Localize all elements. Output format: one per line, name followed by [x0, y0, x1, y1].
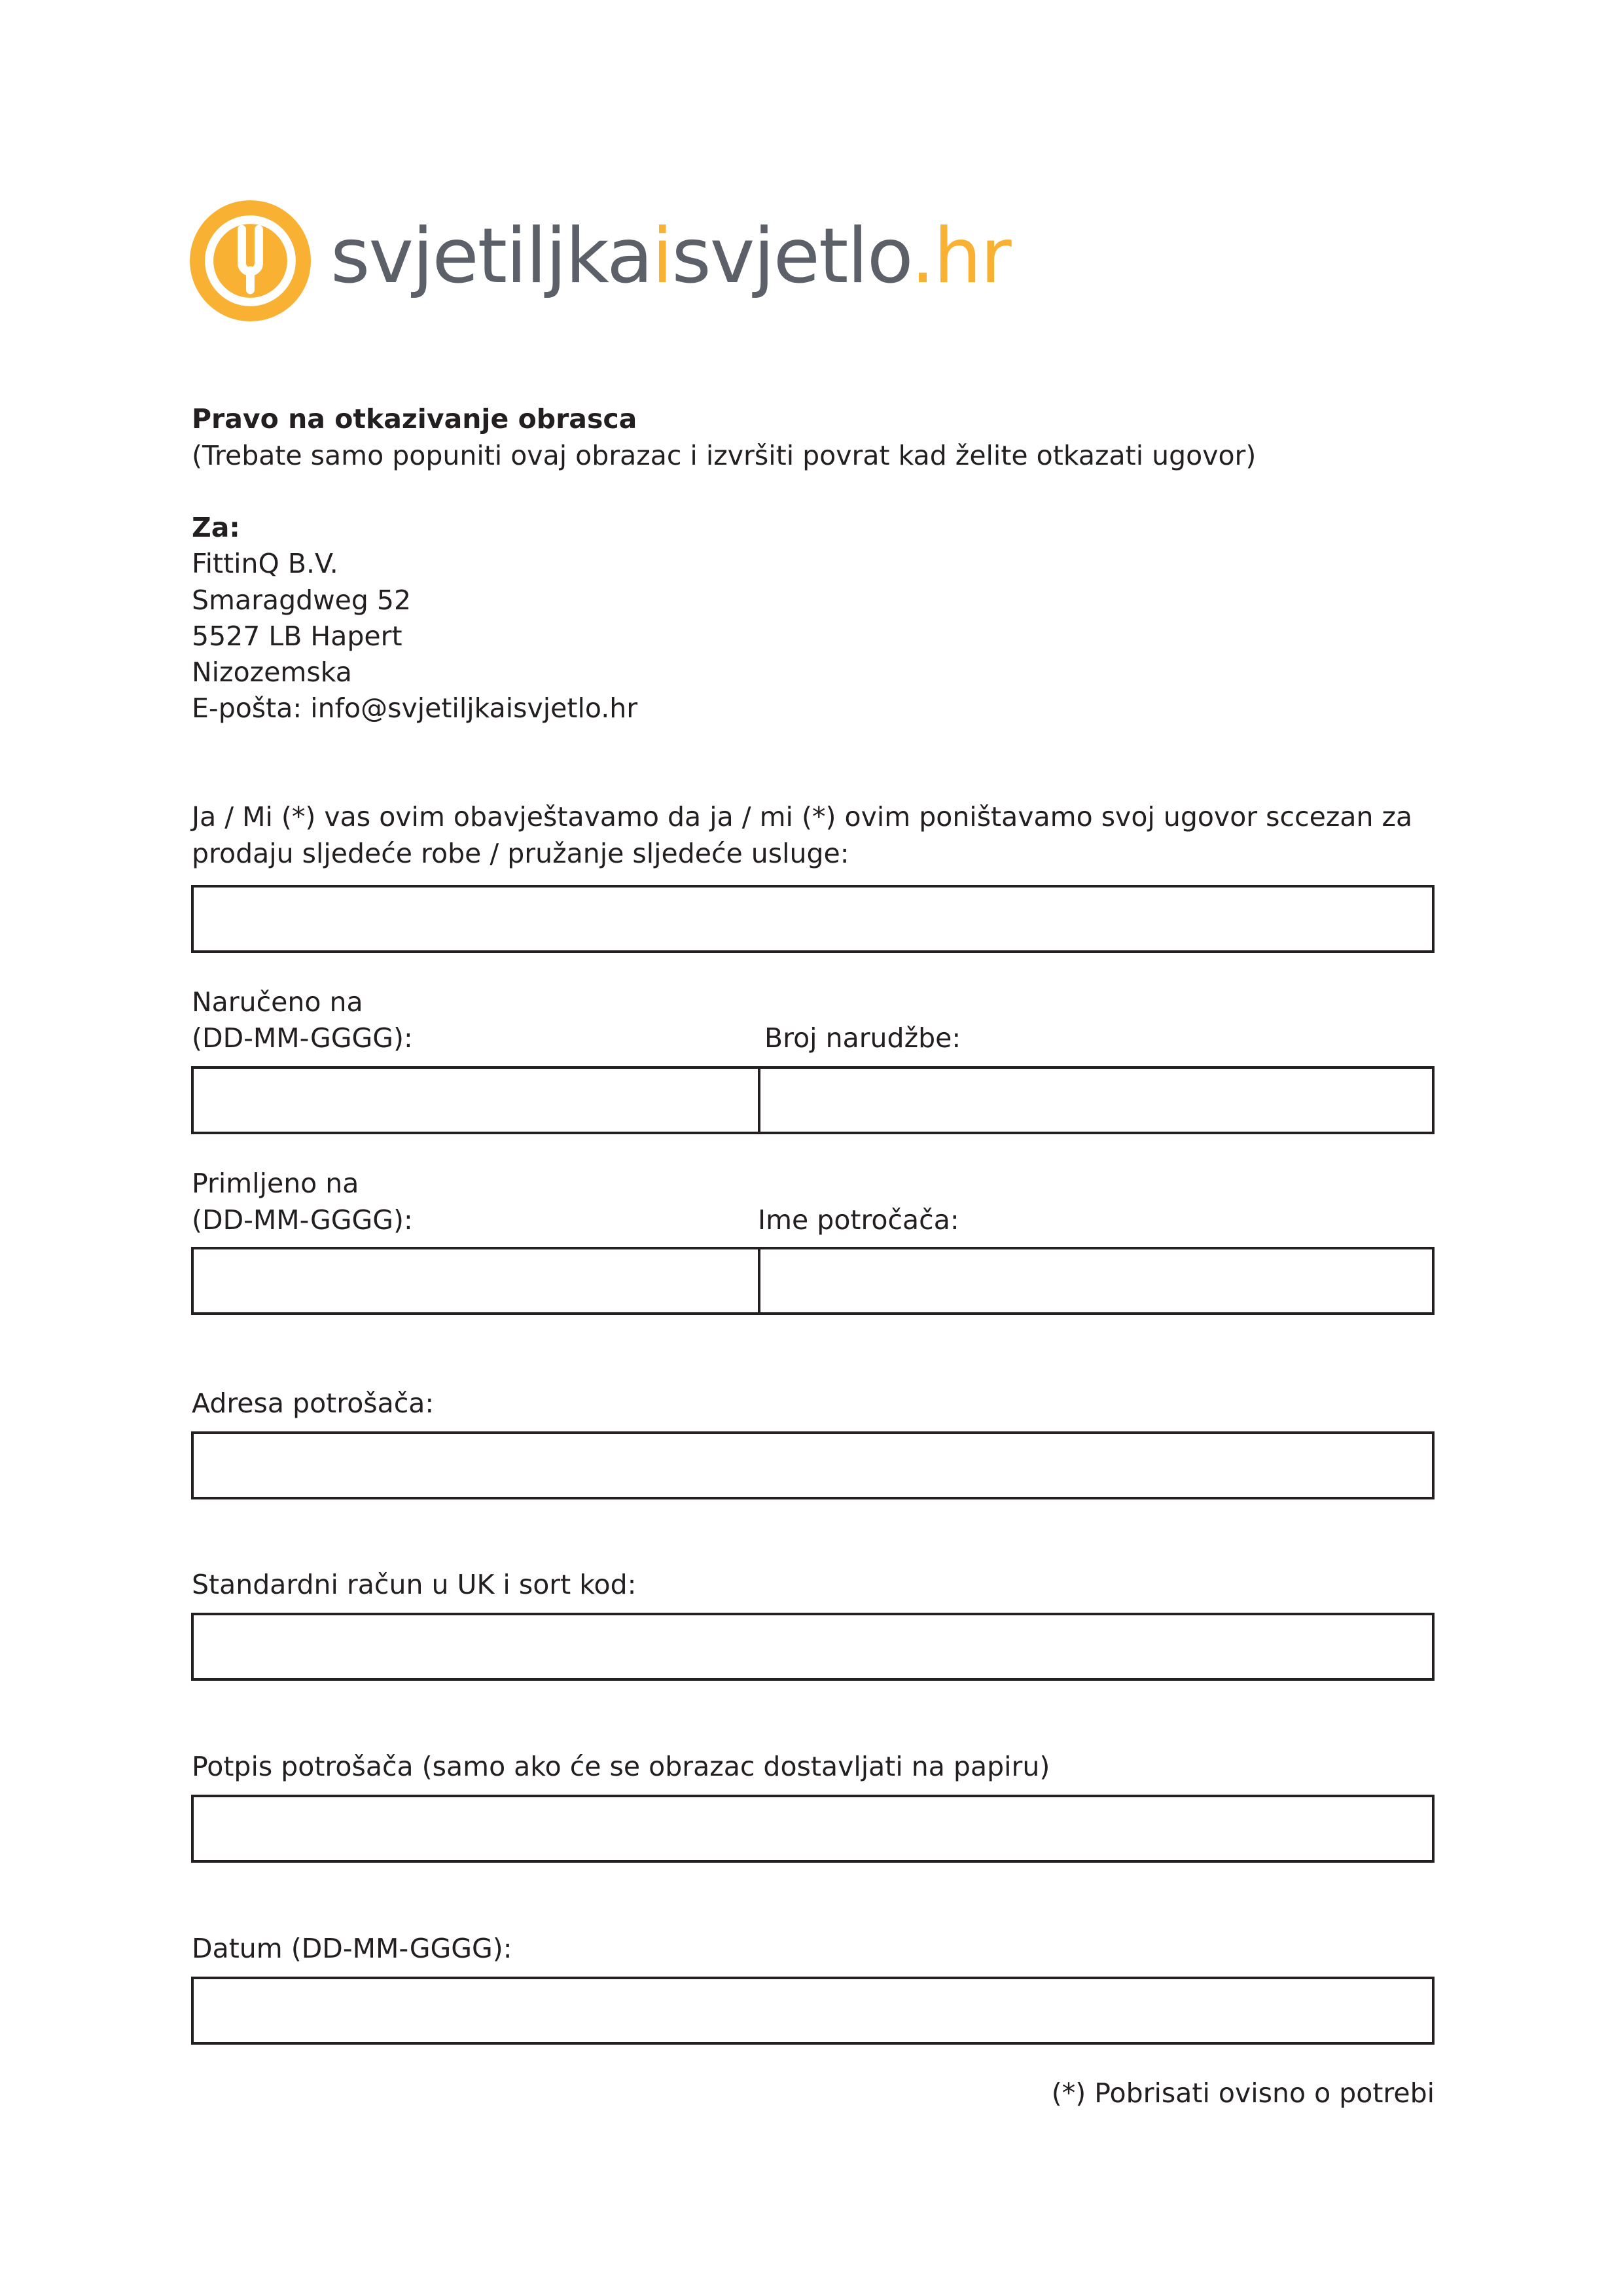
address-line: Nizozemska [192, 656, 352, 688]
address-email: E-pošta: info@svjetiljkaisvjetlo.hr [192, 692, 638, 724]
received-on-format-label: (DD-MM-GGGG): [192, 1204, 413, 1236]
lamp-logo-icon [190, 200, 311, 321]
ordered-on-label: Naručeno na [192, 986, 363, 1018]
form-title: Pravo na otkazivanje obrasca [192, 403, 637, 435]
ordered-on-format-label: (DD-MM-GGGG): [192, 1022, 413, 1054]
date-field[interactable] [191, 1977, 1435, 2045]
received-on-field[interactable] [191, 1247, 760, 1315]
statement-text: prodaju sljedeće robe / pružanje sljedeće usluge: [192, 838, 849, 869]
address-line: 5527 LB Hapert [192, 620, 402, 652]
consumer-address-field[interactable] [191, 1431, 1435, 1499]
goods-services-field[interactable] [191, 885, 1435, 953]
bank-account-field[interactable] [191, 1613, 1435, 1681]
address-line: FittinQ B.V. [192, 548, 338, 579]
statement-text: Ja / Mi (*) vas ovim obavještavamo da ja / mi (*) ovim poništavamo svoj ugovor sccezan za [192, 801, 1413, 833]
order-number-label: Broj narudžbe: [764, 1022, 961, 1054]
form-subtitle: (Trebate samo popuniti ovaj obrazac i izvršiti povrat kad želite otkazati ugovor) [192, 440, 1257, 471]
date-label: Datum (DD-MM-GGGG): [192, 1933, 512, 1964]
to-label: Za: [192, 512, 240, 543]
consumer-name-label: Ime potročača: [758, 1204, 959, 1236]
signature-label: Potpis potrošača (samo ako će se obrazac dostavljati na papiru) [192, 1751, 1050, 1782]
signature-field[interactable] [191, 1795, 1435, 1863]
consumer-address-label: Adresa potrošača: [192, 1388, 435, 1419]
order-number-field[interactable] [758, 1066, 1435, 1134]
ordered-on-field[interactable] [191, 1066, 760, 1134]
address-line: Smaragdweg 52 [192, 584, 412, 616]
footnote: (*) Pobrisati ovisno o potrebi [1051, 2077, 1435, 2109]
bank-account-label: Standardni račun u UK i sort kod: [192, 1569, 637, 1600]
brand-logo [190, 200, 1041, 331]
received-on-label: Primljeno na [192, 1168, 359, 1199]
consumer-name-field[interactable] [758, 1247, 1435, 1315]
brand-wordmark: svjetiljkaisvjetlo.hr [330, 212, 1010, 300]
